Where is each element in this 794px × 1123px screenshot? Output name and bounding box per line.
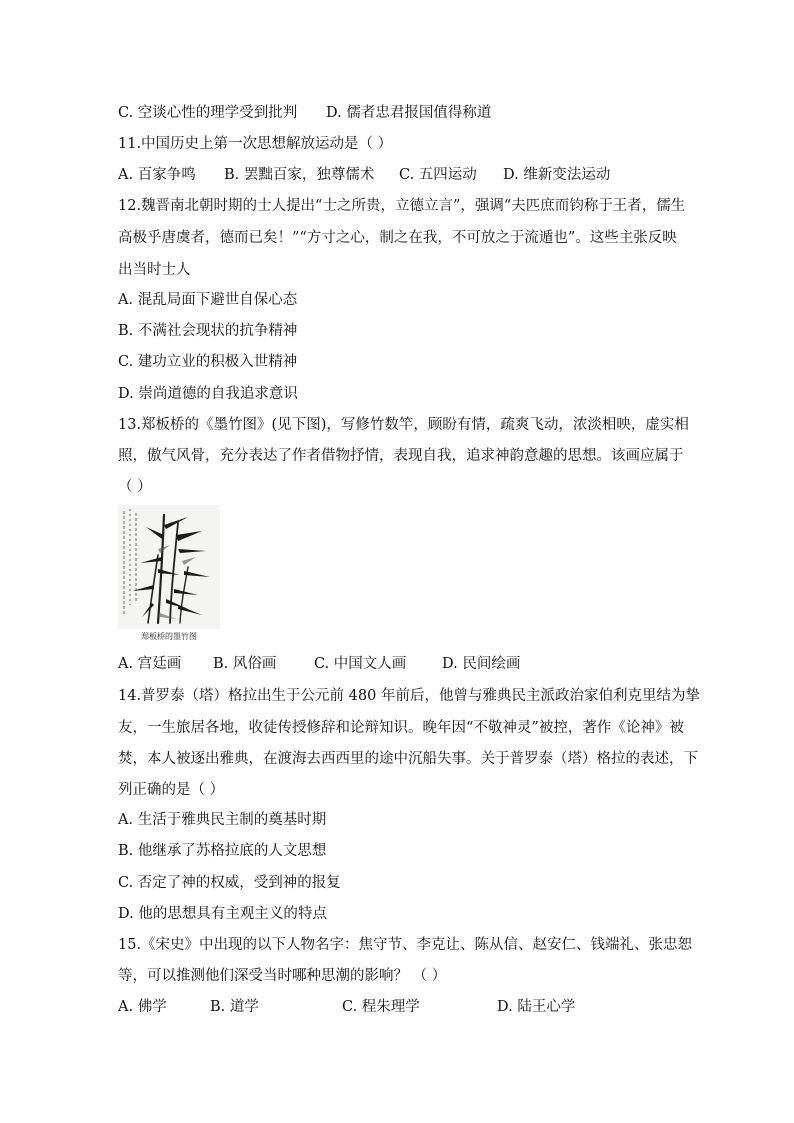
q15-option-c: C. 程朱理学 [342,999,420,1015]
q12-option-a: A. 混乱局面下避世自保心态 [118,292,298,308]
q14-stem-line: 14.普罗泰（塔）格拉出生于公元前 480 年前后，他曾与雅典民主派政治家伯利克里结为挚 [118,688,700,704]
q14-option-c: C. 否定了神的权威，受到神的报复 [118,875,341,891]
q15-option-a: A. 佛学 [118,999,167,1015]
q11-option-a: A. 百家争鸣 [118,167,196,183]
figure-caption: 郑板桥的墨竹图 [141,632,197,641]
q11-option-b: B. 罢黜百家，独尊儒术 [224,167,375,183]
q14-stem-line: 友，一生旅居各地，收徒传授修辞和论辩知识。晚年因“不敬神灵”被控，著作《论神》被 [118,720,684,736]
q13-stem-line: 13.郑板桥的《墨竹图》(见下图)，写修竹数竿，顾盼有情，疏爽飞动，浓淡相映，虚实相 [118,417,689,433]
q14-stem-line: 列正确的是（ ） [118,782,225,798]
q11-stem: 11.中国历史上第一次思想解放运动是（ ） [118,136,393,152]
q14-option-b: B. 他继承了苏格拉底的人文思想 [118,843,327,859]
q15-stem-line: 等，可以推测他们深受当时哪种思潮的影响？ （ ） [118,968,447,984]
q11-option-c: C. 五四运动 [399,167,477,183]
q14-stem-line: 焚，本人被逐出雅典，在渡海去西西里的途中沉船失事。关于普罗泰（塔）格拉的表述，下 [118,751,698,767]
bamboo-image [118,505,220,629]
q12-option-c: C. 建功立业的积极入世精神 [118,354,298,370]
q12-stem-line: 12.魏晋南北朝时期的士人提出“士之所贵，立德立言”，强调“夫匹庶而钧称于王者，儒生 [118,198,686,214]
q10-option-c: C. 空谈心性的理学受到批判 [118,105,298,121]
q13-stem-line: 照，傲气风骨，充分表达了作者借物抒情，表现自我，追求神韵意趣的思想。该画应属于 [118,448,684,464]
ink-bamboo-painting [118,505,220,647]
q15-option-b: B. 道学 [210,999,259,1015]
q12-option-d: D. 崇尚道德的自我追求意识 [118,386,298,402]
q15-stem-line: 15.《宋史》中出现的以下人物名字：焦守节、李克让、陈从信、赵安仁、钱端礼、张忠恕 [118,937,693,953]
q12-stem-line: 高极乎唐虞者，德而已矣！”“方寸之心，制之在我，不可放之于流遁也”。这些主张反映 [118,230,677,246]
q13-option-c: C. 中国文人画 [314,656,407,672]
q10-option-d: D. 儒者忠君报国值得称道 [326,105,492,121]
q12-option-b: B. 不满社会现状的抗争精神 [118,323,298,339]
q14-option-a: A. 生活于雅典民主制的奠基时期 [118,812,327,828]
q14-option-d: D. 他的思想具有主观主义的特点 [118,906,327,922]
q13-stem-line: （ ） [118,479,152,495]
q13-option-a: A. 宫廷画 [118,656,182,672]
q11-option-d: D. 维新变法运动 [503,167,611,183]
q13-option-d: D. 民间绘画 [442,656,521,672]
q13-option-b: B. 风俗画 [213,656,277,672]
q15-option-d: D. 陆王心学 [497,999,576,1015]
q12-stem-line: 出当时士人 [118,262,191,278]
